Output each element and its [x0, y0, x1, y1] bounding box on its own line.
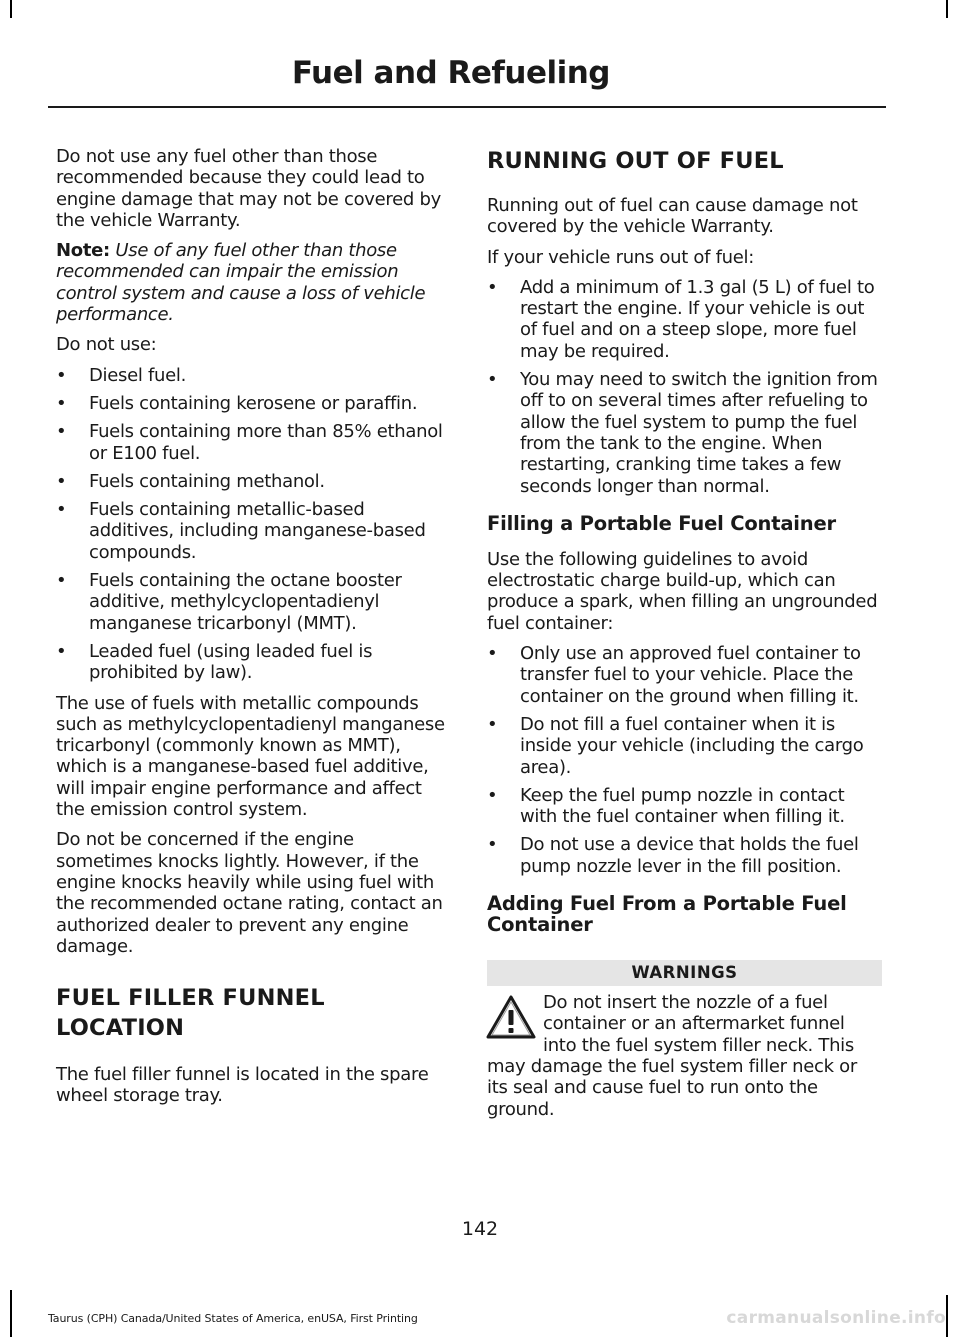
list-item-text: Diesel fuel. [89, 364, 187, 386]
list-item [487, 369, 882, 497]
list-item-text: Keep the fuel pump nozzle in contact with the fuel container when filling it. [520, 784, 845, 828]
runs-out-label: If your vehicle runs out of fuel: [487, 246, 754, 268]
list-item [56, 641, 450, 684]
funnel-location-paragraph: The fuel filler funnel is located in the spare wheel storage tray. [56, 1064, 429, 1107]
list-item [487, 785, 882, 828]
list-item [487, 643, 882, 707]
do-not-use-label: Do not use: [56, 334, 157, 356]
bullet: • [487, 276, 498, 298]
portable-container-heading: Filling a Portable Fuel Container [487, 511, 836, 535]
note-paragraph [56, 240, 450, 325]
bullet: • [487, 369, 498, 391]
note-label: Note: [56, 240, 110, 262]
list-item-text: Only use an approved fuel container to transfer fuel to your vehicle. Place the container on the ground when filling it. [520, 643, 861, 707]
list-item-text: Do not fill a fuel container when it is inside your vehicle (including the cargo area). [520, 713, 864, 778]
list-item [56, 570, 450, 634]
list-item [56, 499, 450, 563]
bullet: • [56, 499, 67, 521]
list-item-text: Fuels containing the octane booster additive, methylcyclopentadienyl manganese tricarbonyl (MMT). [89, 570, 402, 634]
bullet: • [56, 392, 67, 414]
bullet: • [56, 470, 67, 492]
crop-mark-top-right [946, 0, 948, 18]
bullet: • [487, 713, 498, 735]
metallic-compounds-paragraph: The use of fuels with metallic compounds such as methylcyclopentadienyl manganese tricarbonyl (commonly known as MMT), which is a manganese-based fuel additive, will impair engine performance and affect the emission control system. [56, 692, 445, 821]
list-item-text: Add a minimum of 1.3 gal (5 L) of fuel to restart the engine. If your vehicle is out of fuel and on a steep slope, more fuel may be required. [520, 276, 875, 362]
crop-mark-top-left [10, 0, 12, 18]
adding-fuel-heading: Adding Fuel From a Portable Fuel Container [487, 892, 847, 937]
engine-knock-paragraph: Do not be concerned if the engine sometimes knocks lightly. However, if the engine knocks heavily while using fuel with the recommended octane rating, contact an authorized dealer to prevent any engine damage. [56, 829, 443, 957]
list-item-text: Do not use a device that holds the fuel pump nozzle lever in the fill position. [520, 834, 859, 877]
crop-mark-bottom-right [946, 1295, 948, 1337]
funnel-heading-line-2: LOCATION [56, 1015, 185, 1042]
portable-container-list [487, 643, 882, 877]
note-body: Use of any fuel other than those recommended can impair the emission control system and cause a loss of vehicle performance. [56, 240, 426, 326]
right-column [487, 146, 882, 1120]
list-item [487, 277, 882, 362]
portable-container-intro: Use the following guidelines to avoid electrostatic charge build-up, which can produce a spark, when filling an ungrounded fuel container: [487, 548, 878, 634]
list-item [487, 834, 882, 877]
list-item [56, 471, 450, 492]
fuel-warning-paragraph: Do not use any fuel other than those recommended because they could lead to engine damage that may not be covered by the vehicle Warranty. [56, 146, 441, 231]
list-item [56, 421, 450, 464]
bullet: • [487, 643, 498, 665]
page-section-title: Fuel and Refueling [291, 55, 610, 91]
bullet: • [56, 640, 67, 662]
list-item-text: Fuels containing kerosene or paraffin. [89, 392, 418, 414]
warnings-label: WARNINGS [487, 960, 882, 986]
bullet: • [56, 364, 67, 386]
list-item-text: Fuels containing more than 85% ethanol or E100 fuel. [89, 421, 443, 464]
warning-text: Do not insert the nozzle of a fuel container or an aftermarket funnel into the fuel system filler neck. This may damage the fuel system filler neck or its seal and cause fuel to run onto the ground. [487, 992, 857, 1120]
list-item [56, 393, 450, 414]
running-out-paragraph: Running out of fuel can cause damage not covered by the vehicle Warranty. [487, 195, 858, 238]
bullet: • [56, 421, 67, 443]
bullet: • [487, 834, 498, 856]
page-number: 142 [461, 1218, 499, 1240]
funnel-heading-line-1: FUEL FILLER FUNNEL [56, 985, 325, 1012]
bullet: • [487, 784, 498, 806]
list-item-text: Fuels containing metallic-based additives, including manganese-based compounds. [89, 499, 426, 563]
warning-triangle-icon [485, 994, 537, 1040]
warning-block [487, 992, 882, 1120]
header-divider [48, 106, 886, 108]
list-item-text: Leaded fuel (using leaded fuel is prohibited by law). [89, 640, 373, 684]
running-out-heading: RUNNING OUT OF FUEL [487, 148, 784, 174]
list-item [487, 714, 882, 778]
crop-mark-bottom-left [10, 1290, 12, 1337]
watermark: carmanualsonline.info [726, 1308, 946, 1328]
left-column [56, 146, 450, 1116]
do-not-use-list [56, 365, 450, 684]
footer-text: Taurus (CPH) Canada/United States of America, enUSA, First Printing [48, 1312, 418, 1325]
list-item [56, 365, 450, 386]
bullet: • [56, 570, 67, 592]
runs-out-list [487, 277, 882, 497]
list-item-text: You may need to switch the ignition from off to on several times after refueling to allow the fuel system to pump the fuel from the tank to the engine. When restarting, cranking time takes a few seconds longer than normal. [520, 369, 878, 497]
list-item-text: Fuels containing methanol. [89, 470, 325, 492]
